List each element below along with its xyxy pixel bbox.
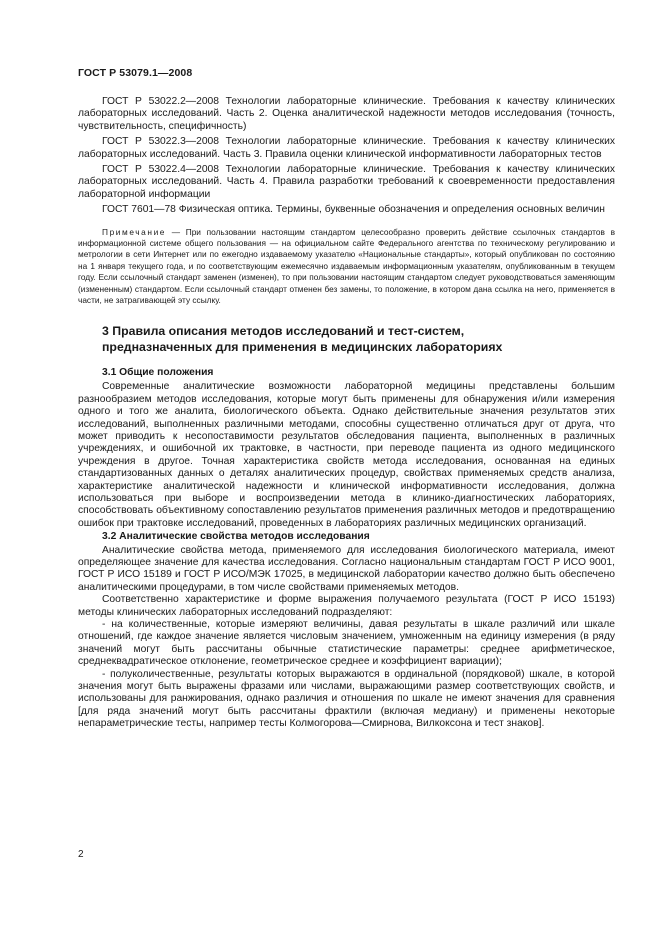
page-number: 2: [78, 849, 84, 860]
section-title: [102, 323, 615, 355]
reference-item: ГОСТ Р 53022.4—2008 Технологии лабораторные клинические. Требования к качеству клинических лабораторных исследований. Часть 4. Правила разработки требований к своевременности предоставления лабораторной информации: [78, 164, 615, 200]
list-item: - на количественные, которые измеряют величины, давая результаты в шкале различий или шкале отношений, где каждое значение является числовым значением, умноженным на единицу измерения (в ряду значений могут быть рассчитаны обычные статистические параметры: среднее арифметическое, среднеквадратическое отклонение, геометрическое среднее и коэффициент вариации);: [78, 619, 615, 668]
paragraph: Соответственно характеристике и форме выражения получаемого результата (ГОСТ Р ИСО 15193) методы клинических лабораторных исследований подразделяют:: [78, 594, 615, 618]
note-paragraph: [78, 227, 615, 307]
document-header: ГОСТ Р 53079.1—2008: [78, 67, 193, 79]
reference-item: ГОСТ Р 53022.3—2008 Технологии лабораторные клинические. Требования к качеству клинических лабораторных исследований. Часть 3. Правила оценки клинической информативности лабораторных тестов: [78, 136, 615, 160]
note-label: Примечание: [102, 226, 167, 237]
document-body: [78, 96, 615, 731]
paragraph: Аналитические свойства метода, применяемого для исследования биологического материала, имеют определяющее значение для качества исследования. Согласно национальным стандартам ГОСТ Р ИСО 9001, ГОСТ Р ИСО 15189 и ГОСТ Р ИСО/МЭК 17025, в медицинской лаборатории качество должно быть обеспечено аналитическими процедурами, в том числе свойствами применяемых методов.: [78, 544, 615, 593]
subsection-title: 3.1 Общие положения: [102, 366, 214, 378]
list-item: - полуколичественные, результаты которых выражаются в ординальной (порядковой) шкале, в которой значения могут быть выражены фразами или числами, выражающими размер соответствующих свойств, и использованы для ранжирования, однако различия и отношения по шкале не имеют значения для сравнения [для ряда значений могут быть рассчитаны фрактили (включая медиану) и применены некоторые непараметрические тесты, например тесты Колмогорова—Смирнова, Вилкоксона и тест знаков].: [78, 668, 615, 730]
reference-item: ГОСТ 7601—78 Физическая оптика. Термины, буквенные обозначения и определения основных величин: [102, 204, 605, 216]
reference-item: ГОСТ Р 53022.2—2008 Технологии лабораторные клинические. Требования к качеству клинических лабораторных исследований. Часть 2. Оценка аналитической надежности методов исследования (точность, чувствительность, специфичность): [78, 96, 615, 132]
note-text: — При пользовании настоящим стандартом целесообразно проверить действие ссылочных стандартов в информационной системе общего пользования — на официальном сайте Федерального агентства по техническому регулированию и метрологии в сети Интернет или по ежегодно издаваемому указателю «Национальные стандарты», который опубликован по состоянию на 1 января текущего года, и по соответствующим ежемесячно издаваемым информационным указателям, опубликованным в текущем году. Если ссылочный стандарт заменен (изменен), то при пользовании настоящим стандартом следует руководствоваться заменяющим (измененным) стандартом. Если ссылочный стандарт отменен без замены, то положение, в котором дана ссылка на него, применяется в части, не затрагивающей эту ссылку.: [78, 226, 615, 306]
section-title-line1: 3 Правила описания методов исследований и тест-систем,: [102, 323, 465, 338]
paragraph: Современные аналитические возможности лабораторной медицины представлены большим разнообразием методов исследования, которые могут быть применены для обнаружения и/или измерения одного и того же аналита, биологического объекта. Однако действительные значения результатов этих исследований, выполненных различными методами, способны существенно отличаться друг от друга, что может приводить к несопоставимости результатов обследования пациента, выполненных в различных учреждениях, и ошибочной их трактовке, в частности, при переводе пациента из одного медицинского учреждения в другое. Точная характеристика свойств метода исследования, основанная на единых стандартизованных данных о деталях аналитических процедур, свойствах применяемых средств анализа, характеристике аналитической надежности и клинической информативности исследования, должна использоваться при выборе и воспроизведении метода в клинико-диагностических лабораториях, способствовать объективному сопоставлению результатов применения различных методов и предотвращению ошибок при трактовке исследований, проведенных в лабораториях различных медицинских организаций.: [78, 381, 615, 529]
subsection-title: 3.2 Аналитические свойства методов исследования: [102, 531, 370, 543]
section-title-line2: предназначенных для применения в медицинских лабораториях: [102, 339, 503, 354]
